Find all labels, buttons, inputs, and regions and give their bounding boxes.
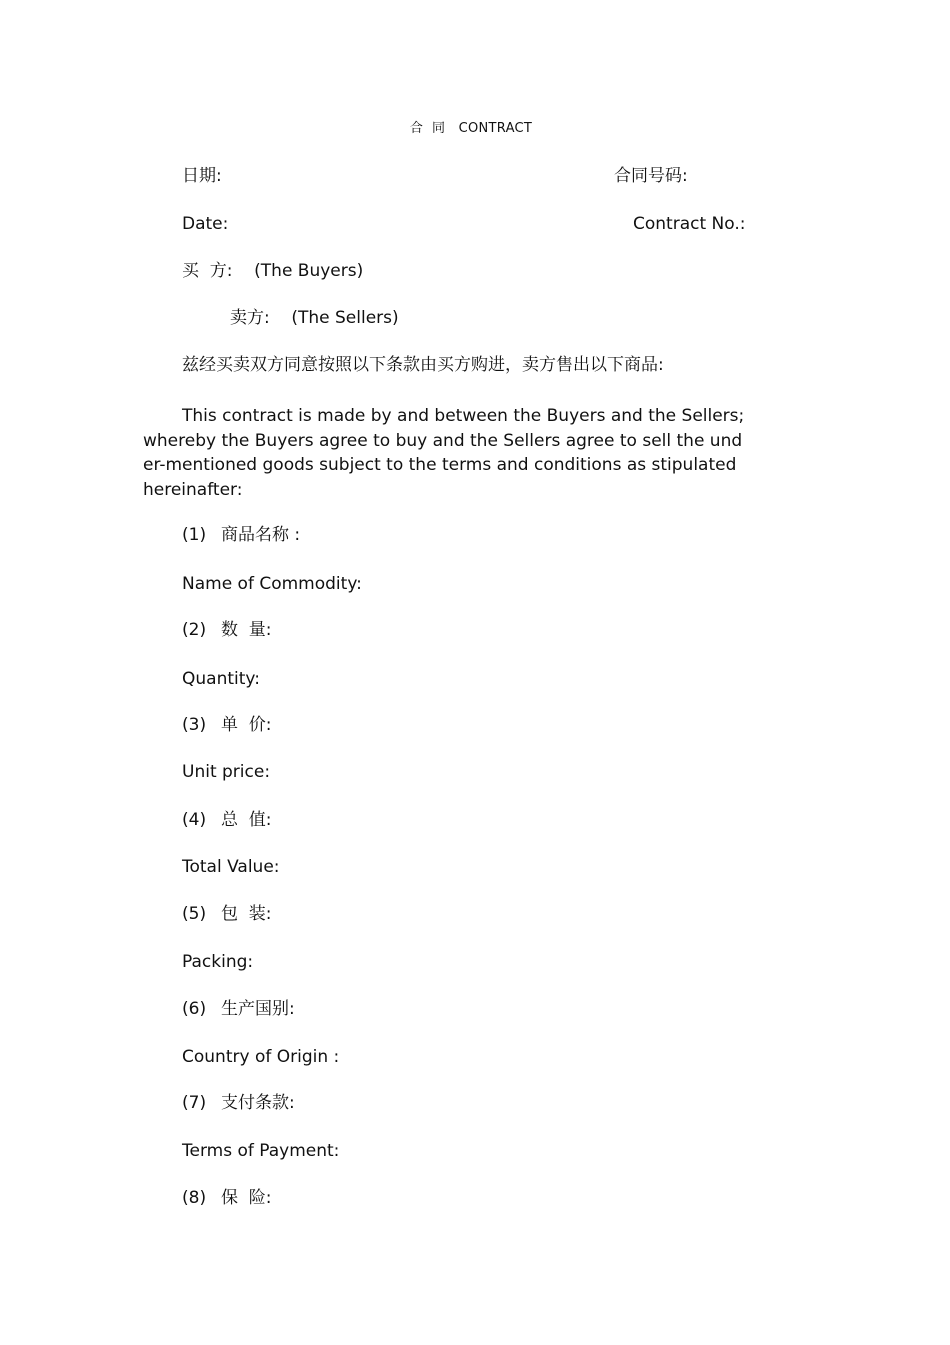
clause-4-cn <box>182 812 272 829</box>
clause-4-en: Total Value: <box>182 857 280 877</box>
clause-number: (6) <box>182 999 207 1019</box>
clause-number: (5) <box>182 904 207 924</box>
clause-number: (7) <box>182 1093 207 1113</box>
clause-label-cn: 数 量: <box>221 620 272 640</box>
buyer-label: 买 方: (The Buyers) <box>182 261 364 281</box>
clause-1-en: Name of Commodity: <box>182 574 362 594</box>
intro-en-line: This contract is made by and between the Buyers and the Sellers; <box>182 406 745 426</box>
clause-3-cn <box>182 717 272 734</box>
date-label-en: Date: <box>182 214 229 234</box>
clause-label-cn: 商品名称 : <box>221 525 301 545</box>
clause-6-cn <box>182 1001 295 1018</box>
clause-8-cn <box>182 1190 272 1207</box>
clause-number: (1) <box>182 525 207 545</box>
clause-7-cn <box>182 1095 295 1112</box>
clause-6-en: Country of Origin : <box>182 1047 340 1067</box>
clause-label-cn: 单 价: <box>221 715 272 735</box>
clause-label-cn: 包 装: <box>221 904 272 924</box>
document-title: 合 同 CONTRACT <box>409 121 533 136</box>
clause-5-en: Packing: <box>182 952 254 972</box>
date-label-cn: 日期: <box>182 166 222 186</box>
clause-2-cn <box>182 622 272 639</box>
clause-number: (8) <box>182 1188 207 1208</box>
intro-en-line: hereinafter: <box>143 479 243 500</box>
intro-en-line: er-mentioned goods subject to the terms and conditions as stipulated <box>143 455 737 475</box>
clause-1-cn <box>182 527 300 544</box>
clause-3-en: Unit price: <box>182 762 271 782</box>
clause-5-cn <box>182 906 272 923</box>
intro-cn: 兹经买卖双方同意按照以下条款由买方购进，卖方售出以下商品: <box>182 355 664 375</box>
seller-label: 卖方: (The Sellers) <box>230 308 399 328</box>
clause-number: (4) <box>182 810 207 830</box>
clause-number: (2) <box>182 620 207 640</box>
clause-label-cn: 保 险: <box>221 1188 272 1208</box>
clause-label-cn: 生产国别: <box>221 999 295 1019</box>
intro-en-paragraph <box>143 404 745 502</box>
intro-en-line: whereby the Buyers agree to buy and the Sellers agree to sell the und <box>143 430 743 451</box>
clause-label-cn: 总 值: <box>221 810 272 830</box>
contract-no-label-en: Contract No.: <box>633 214 746 234</box>
clause-2-en: Quantity: <box>182 669 260 689</box>
clause-label-cn: 支付条款: <box>221 1093 295 1113</box>
clause-7-en: Terms of Payment: <box>182 1141 340 1161</box>
contract-no-label-cn: 合同号码: <box>614 166 688 186</box>
clause-number: (3) <box>182 715 207 735</box>
